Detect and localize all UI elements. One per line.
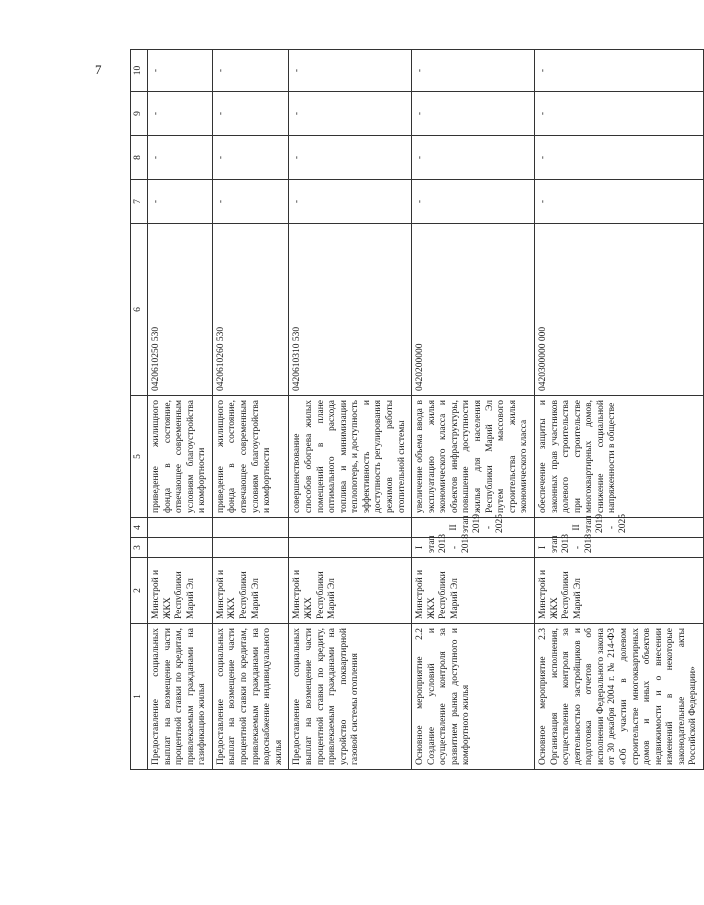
value-col-10: - (289, 50, 412, 92)
budget-code: 0420610310 530 (289, 224, 412, 396)
measures-table (130, 49, 704, 770)
value-col-8: - (289, 136, 412, 180)
table-row (534, 50, 703, 770)
header-col-5: 5 (131, 396, 148, 518)
period-end (212, 518, 288, 538)
header-col-4: 4 (131, 518, 148, 538)
expected-result: приведение жилищного фонда в состояние, отвечающее современным условиям благоустройства и комфортности (212, 396, 288, 518)
value-col-10: - (412, 50, 535, 92)
value-col-8: - (212, 136, 288, 180)
measure-name: Предоставление социальных выплат на возмещение части процентной ставки по кредитам, привлекаемым гражданами на водоснабжение индивидуального жилья (212, 624, 288, 770)
value-col-7: - (534, 180, 703, 224)
value-col-9: - (412, 92, 535, 136)
value-col-8: - (534, 136, 703, 180)
table-row (148, 50, 213, 770)
value-col-8: - (148, 136, 213, 180)
budget-code: 0420300000 000 (534, 224, 703, 396)
value-col-9: - (289, 92, 412, 136)
header-col-3: 3 (131, 538, 148, 558)
executor: Минстрой и ЖКХ Республики Марий Эл (289, 558, 412, 624)
expected-result: совершенствование способов обогрева жилых помещений в плане оптимального расхода топлива и минимизации теплопотерь, и доступность эффективность и доступность регулирования режимов работы отопительной системы (289, 396, 412, 518)
header-col-6: 6 (131, 224, 148, 396)
value-col-9: - (534, 92, 703, 136)
header-col-9: 9 (131, 92, 148, 136)
stage-label: II этап (449, 515, 471, 533)
budget-code: 0420200000 (412, 224, 535, 396)
period-start: I этап 2013 - 2018 (412, 538, 535, 558)
executor: Минстрой и ЖКХ Республики Марий Эл (148, 558, 213, 624)
value-col-9: - (148, 92, 213, 136)
value-col-9: - (212, 92, 288, 136)
value-col-7: - (148, 180, 213, 224)
page-number: 7 (95, 62, 102, 77)
measure-name: Основное мероприятие 2.3 Организация исполнения, осуществление контроля за деятельностью застройщиков и подготовка отчетов об исполнении Федерального закона от 30 декабря 2004 г. № 214-ФЗ «Об участии в долевом строительстве многоквартирных домов и иных объектов недвижимости и о внесении изменений в некоторые законодательные акты Российской Федерации» (534, 624, 703, 770)
period-end (289, 518, 412, 538)
header-row (131, 50, 148, 770)
header-col-1: 1 (131, 624, 148, 770)
measure-name: Предоставление социальных выплат на возмещение части процентной ставки по кредиту, привлекаемым гражданами на устройство поквартирной газовой системы отопления (289, 624, 412, 770)
value-col-10: - (212, 50, 288, 92)
stage-years: 2019 - 2025 (595, 514, 629, 533)
expected-result: увеличение объема ввода в эксплуатацию жилья экономического класса и объектов инфраструктуры, повышение доступности жилья для населения Республики Марий Эл путем массового строительства жилья экономического класса (412, 396, 535, 518)
budget-code: 0420610250 530 (148, 224, 213, 396)
measure-name: Предоставление социальных выплат на возмещение части процентной ставки по кредитам, привлекаемым гражданами на газификацию жилья (148, 624, 213, 770)
measure-name: Основное мероприятие 2.2 Создание условий и осуществление контроля за развитием рынка доступного и комфортного жилья (412, 624, 535, 770)
executor: Минстрой и ЖКХ Республики Марий Эл (212, 558, 288, 624)
table-row (412, 50, 535, 770)
header-col-7: 7 (131, 180, 148, 224)
executor: Минстрой и ЖКХ Республики Марий Эл (412, 558, 535, 624)
period-end (148, 518, 213, 538)
value-col-8: - (412, 136, 535, 180)
header-col-2: 2 (131, 558, 148, 624)
rotated-table-container (130, 50, 699, 770)
expected-result: приведение жилищного фонда в состояние, отвечающее современным условиям благоустройства и комфортности (148, 396, 213, 518)
value-col-10: - (148, 50, 213, 92)
expected-result: обеспечение защиты и законных прав участников долевого строительства при строительстве многоквартирных домов, снижение социальной напряженности в обществе (534, 396, 703, 518)
value-col-7: - (289, 180, 412, 224)
header-col-10: 10 (131, 50, 148, 92)
stage-years: 2019 - 2025 (472, 514, 506, 533)
period-start (289, 538, 412, 558)
executor: Минстрой и ЖКХ Республики Марий Эл (534, 558, 703, 624)
value-col-10: - (534, 50, 703, 92)
period-start (148, 538, 213, 558)
period-start: I этап 2013 - 2018 (534, 538, 703, 558)
stage-label: II этап (571, 515, 594, 533)
header-col-8: 8 (131, 136, 148, 180)
period-start (212, 538, 288, 558)
value-col-7: - (412, 180, 535, 224)
value-col-7: - (212, 180, 288, 224)
budget-code: 0420610260 530 (212, 224, 288, 396)
table-row (289, 50, 412, 770)
table-row (212, 50, 288, 770)
